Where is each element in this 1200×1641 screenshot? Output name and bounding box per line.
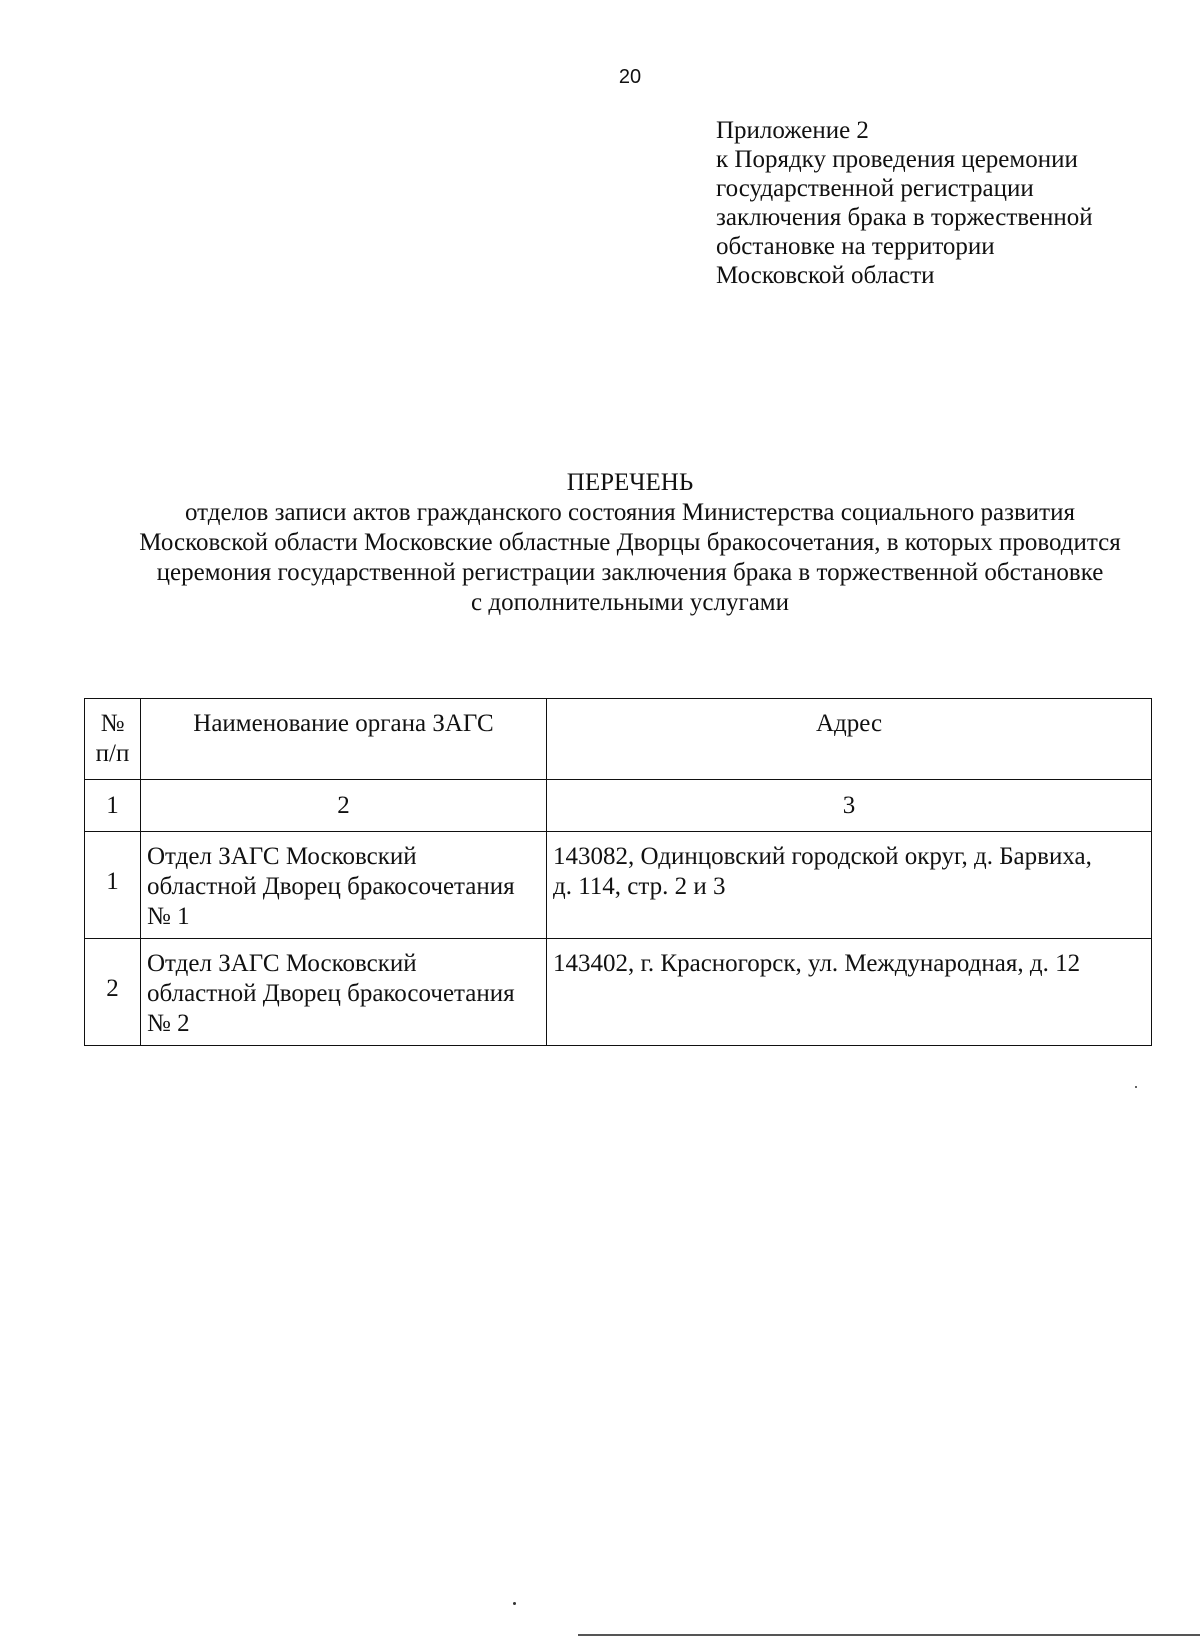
- page-number: 20: [618, 66, 642, 88]
- document-title: ПЕРЕЧЕНЬ: [566, 469, 694, 496]
- appendix-line: обстановке на территории: [716, 233, 995, 260]
- office-name-line: Отдел ЗАГС Московский: [147, 950, 417, 977]
- office-name-line: Отдел ЗАГС Московский: [147, 843, 417, 870]
- header-number: [85, 699, 141, 780]
- header-number-abbr: п/п: [95, 740, 130, 767]
- office-address-line: 143082, Одинцовский городской округ, д. Барвиха,: [553, 843, 1092, 870]
- appendix-line: к Порядку проведения церемонии: [716, 146, 1078, 173]
- heading-line: Московской области Московские областные Дворцы бракосочетания, в которых проводится: [139, 529, 1121, 556]
- office-name-line: областной Дворец бракосочетания: [147, 980, 515, 1007]
- office-name-line: № 1: [147, 903, 190, 930]
- office-name: [141, 832, 547, 939]
- appendix-line: Московской области: [716, 262, 935, 289]
- appendix-line: заключения брака в торжественной: [716, 204, 1093, 231]
- column-index: 2: [141, 780, 547, 832]
- office-name: [141, 939, 547, 1046]
- row-number: 1: [85, 832, 141, 939]
- appendix-line: Приложение 2: [716, 117, 869, 144]
- column-index: 3: [547, 780, 1152, 832]
- column-index-row: [85, 780, 1152, 832]
- heading-line: отделов записи актов гражданского состояния Министерства социального развития: [184, 499, 1075, 526]
- heading-line: церемония государственной регистрации заключения брака в торжественной обстановке: [156, 559, 1104, 586]
- office-address: [547, 939, 1152, 1046]
- document-heading: [60, 468, 1200, 618]
- office-address: [547, 832, 1152, 939]
- office-name-line: областной Дворец бракосочетания: [147, 873, 515, 900]
- table-row: [85, 939, 1152, 1046]
- column-index: 1: [85, 780, 141, 832]
- heading-line: с дополнительными услугами: [471, 589, 789, 616]
- scan-speck: [1135, 1086, 1137, 1088]
- table-header-row: [85, 699, 1152, 780]
- header-address: Адрес: [547, 699, 1152, 780]
- registry-table: [84, 698, 1152, 1046]
- office-address-line: 143402, г. Красногорск, ул. Международная, д. 12: [553, 950, 1081, 977]
- header-number-symbol: №: [100, 710, 125, 737]
- office-name-line: № 2: [147, 1010, 190, 1037]
- row-number: 2: [85, 939, 141, 1046]
- appendix-line: государственной регистрации: [716, 175, 1034, 202]
- appendix-block: [716, 116, 1186, 290]
- table-row: [85, 832, 1152, 939]
- office-address-line: д. 114, стр. 2 и 3: [553, 873, 726, 900]
- header-name: Наименование органа ЗАГС: [141, 699, 547, 780]
- scan-speck: [513, 1602, 516, 1605]
- scan-edge-line: [578, 1634, 1200, 1636]
